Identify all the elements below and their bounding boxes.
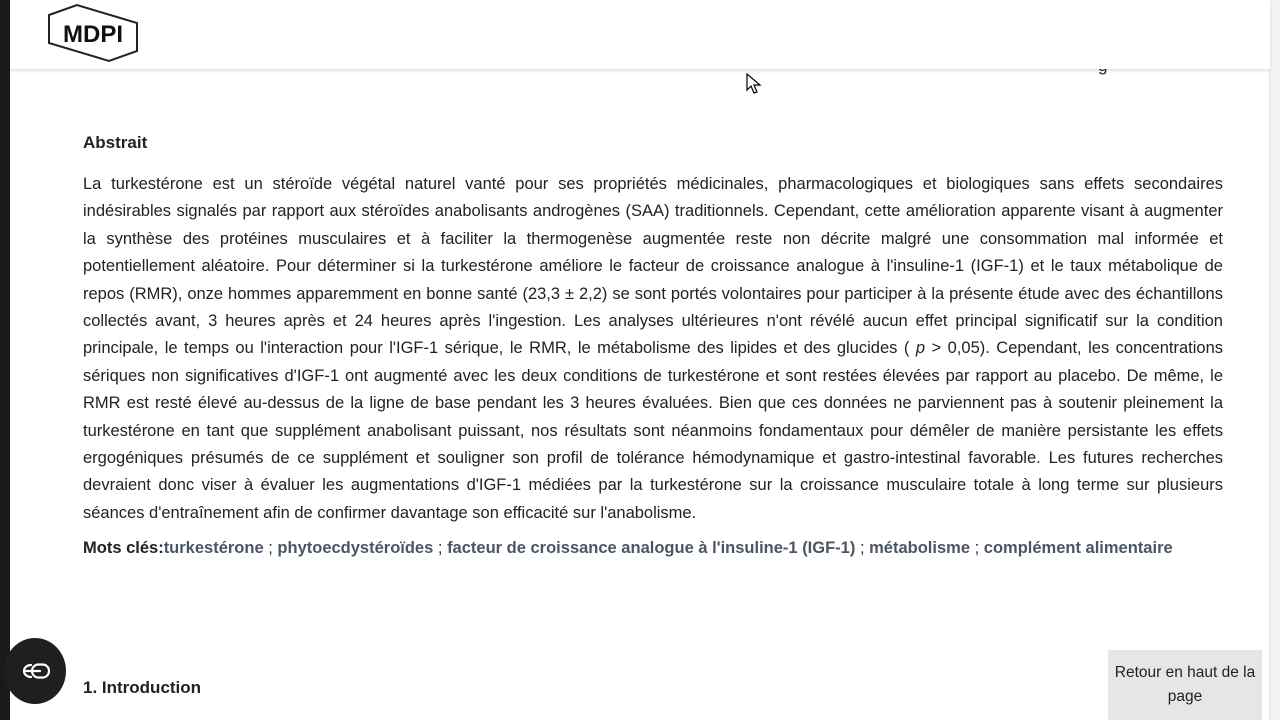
keyword-link[interactable]: phytoecdystéroïdes bbox=[277, 539, 434, 558]
back-to-top-button[interactable] bbox=[1108, 650, 1262, 720]
introduction-heading: 1. Introduction bbox=[83, 678, 202, 697]
logo-text: MDPI bbox=[63, 21, 123, 48]
keywords-label: Mots clés: bbox=[83, 539, 164, 558]
cookie-settings-icon bbox=[18, 661, 52, 681]
keyword-separator: ; bbox=[433, 539, 448, 558]
scrollbar-track[interactable] bbox=[1269, 0, 1280, 720]
abstract-section bbox=[83, 130, 1223, 563]
site-header bbox=[10, 0, 1270, 69]
keyword-link[interactable]: complément alimentaire bbox=[983, 539, 1173, 558]
abstract-heading: Abstrait bbox=[83, 133, 148, 152]
abstract-text bbox=[83, 171, 1223, 527]
keyword-link[interactable]: turkestérone bbox=[163, 539, 264, 558]
mouse-pointer-icon bbox=[746, 73, 762, 95]
abstract-text-part1: La turkestérone est un stéroïde végétal naturel vanté pour ses propriétés médicinales, pharmacologiques et biologiques sans effets secondaires indésirables signalés par rapport aux stéroïdes anabolisants androgènes (SAA) traditionnels. Cependant, cette amélioration apparente visant à augmenter la synthèse des protéines musculaires et à faciliter la thermogenèse augmentée reste non décrite malgré une consommation mal informée et potentiellement aléatoire. Pour déterminer si la turkestérone améliore le facteur de croissance analogue à l'insuline-1 (IGF-1) et le taux métabolique de repos (RMR), onze hommes apparemment en bonne santé (23,3 ± 2,2) se sont portés volontaires pour participer à la présente étude avec des échantillons collectés avant, 3 heures après et 24 heures après l'ingestion. Les analyses ultérieures n'ont révélé aucun effet principal significatif sur la condition principale, le temps ou l'interaction pour l'IGF-1 sérique, le RMR, le métabolisme des lipides et des glucides ( bbox=[83, 175, 1223, 358]
cookie-settings-button[interactable] bbox=[4, 638, 66, 704]
p-value-symbol: p bbox=[915, 339, 926, 358]
keyword-separator: ; bbox=[970, 539, 984, 558]
left-window-edge bbox=[0, 0, 10, 720]
keyword-separator: ; bbox=[263, 539, 278, 558]
abstract-text-part2: > 0,05). Cependant, les concentrations sériques non significatives d'IGF-1 ont augmenté avec les deux conditions de turkestérone et sont restées élevées par rapport au placebo. De même, le RMR est resté élevé au-dessus de la ligne de base pendant les 3 heures évaluées. Bien que ces données ne parviennent pas à soutenir pleinement la turkestérone en tant que supplément anabolisant puissant, nos résultats sont néanmoins fondamentaux pour démêler de manière persistante les effets ergogéniques présumés de ce supplément et souligner son profil de tolérance hémodynamique et gastro-intestinal favorable. Les futures recherches devraient donc viser à évaluer les augmentations d'IGF-1 médiées par la turkestérone sur la croissance musculaire totale à long terme sur plusieurs séances d'entraînement afin de confirmer davantage son efficacité sur l'anabolisme. bbox=[83, 339, 1223, 522]
keyword-separator: ; bbox=[855, 539, 870, 558]
keyword-link[interactable]: facteur de croissance analogue à l'insuline-1 (IGF-1) bbox=[447, 539, 856, 558]
keywords bbox=[83, 535, 1223, 562]
back-to-top-label: Retour en haut de la page bbox=[1114, 664, 1256, 705]
keyword-link[interactable]: métabolisme bbox=[869, 539, 970, 558]
mdpi-logo[interactable] bbox=[47, 3, 139, 63]
